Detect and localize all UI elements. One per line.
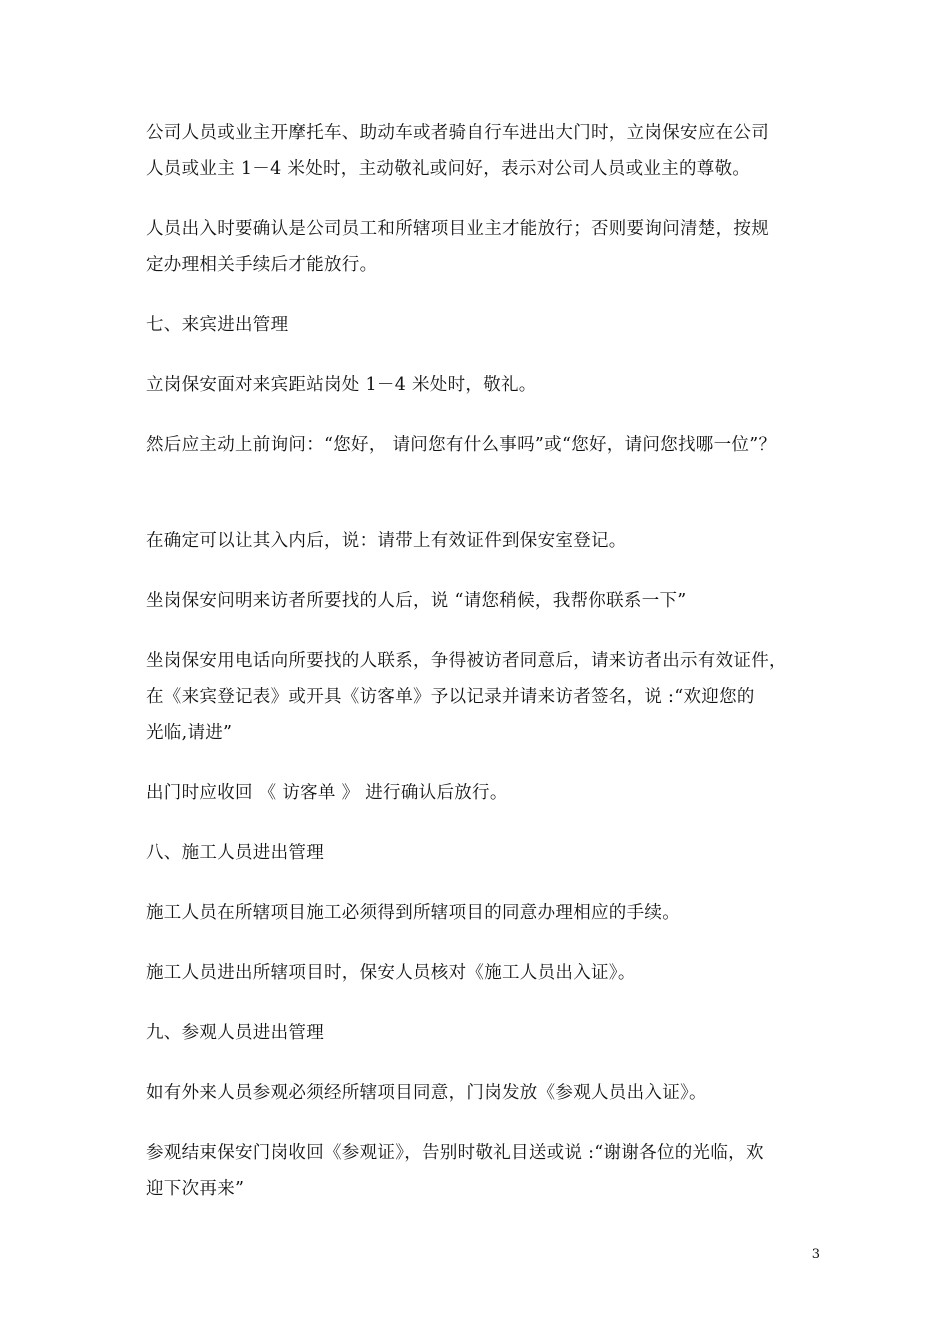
paragraph-line: 在确定可以让其入内后，说：请带上有效证件到保安室登记。 <box>146 531 627 551</box>
paragraph-line: 人员或业主 1－4 米处时，主动敬礼或问好，表示对公司人员或业主的尊敬。 <box>146 159 751 179</box>
paragraph-line: 然后应主动上前询问：“您好， 请问您有什么事吗”或“您好，请问您找哪一位”？ <box>146 435 777 455</box>
paragraph-line: 立岗保安面对来宾距站岗处 1－4 米处时，敬礼。 <box>146 375 537 395</box>
paragraph-line: 施工人员在所辖项目施工必须得到所辖项目的同意办理相应的手续。 <box>146 903 680 923</box>
paragraph-line: 坐岗保安问明来访者所要找的人后，说 “请您稍候，我帮你联系一下” <box>146 591 687 611</box>
paragraph-line: 参观结束保安门岗收回《参观证》，告别时敬礼目送或说 :“谢谢各位的光临，欢 <box>146 1143 764 1163</box>
paragraph-line: 坐岗保安用电话向所要找的人联系，争得被访者同意后，请来访者出示有效证件， <box>146 651 787 671</box>
section-heading: 八、施工人员进出管理 <box>146 843 324 863</box>
paragraph-line: 施工人员进出所辖项目时，保安人员核对《施工人员出入证》。 <box>146 963 636 983</box>
paragraph-line: 迎下次再来” <box>146 1179 245 1199</box>
paragraph-line: 出门时应收回 《 访客单 》 进行确认后放行。 <box>146 783 508 803</box>
page-number: 3 <box>811 1247 820 1262</box>
paragraph-line: 人员出入时要确认是公司员工和所辖项目业主才能放行；否则要询问清楚，按规 <box>146 219 769 239</box>
section-heading: 七、来宾进出管理 <box>146 315 289 335</box>
paragraph-line: 光临,请进” <box>146 723 233 743</box>
paragraph-line: 公司人员或业主开摩托车、助动车或者骑自行车进出大门时，立岗保安应在公司 <box>146 123 769 143</box>
paragraph-line: 在《来宾登记表》或开具《访客单》予以记录并请来访者签名，说 :“欢迎您的 <box>146 687 755 707</box>
section-heading: 九、参观人员进出管理 <box>146 1023 324 1043</box>
paragraph-line: 如有外来人员参观必须经所辖项目同意，门岗发放《参观人员出入证》。 <box>146 1083 707 1103</box>
paragraph-line: 定办理相关手续后才能放行。 <box>146 255 378 275</box>
